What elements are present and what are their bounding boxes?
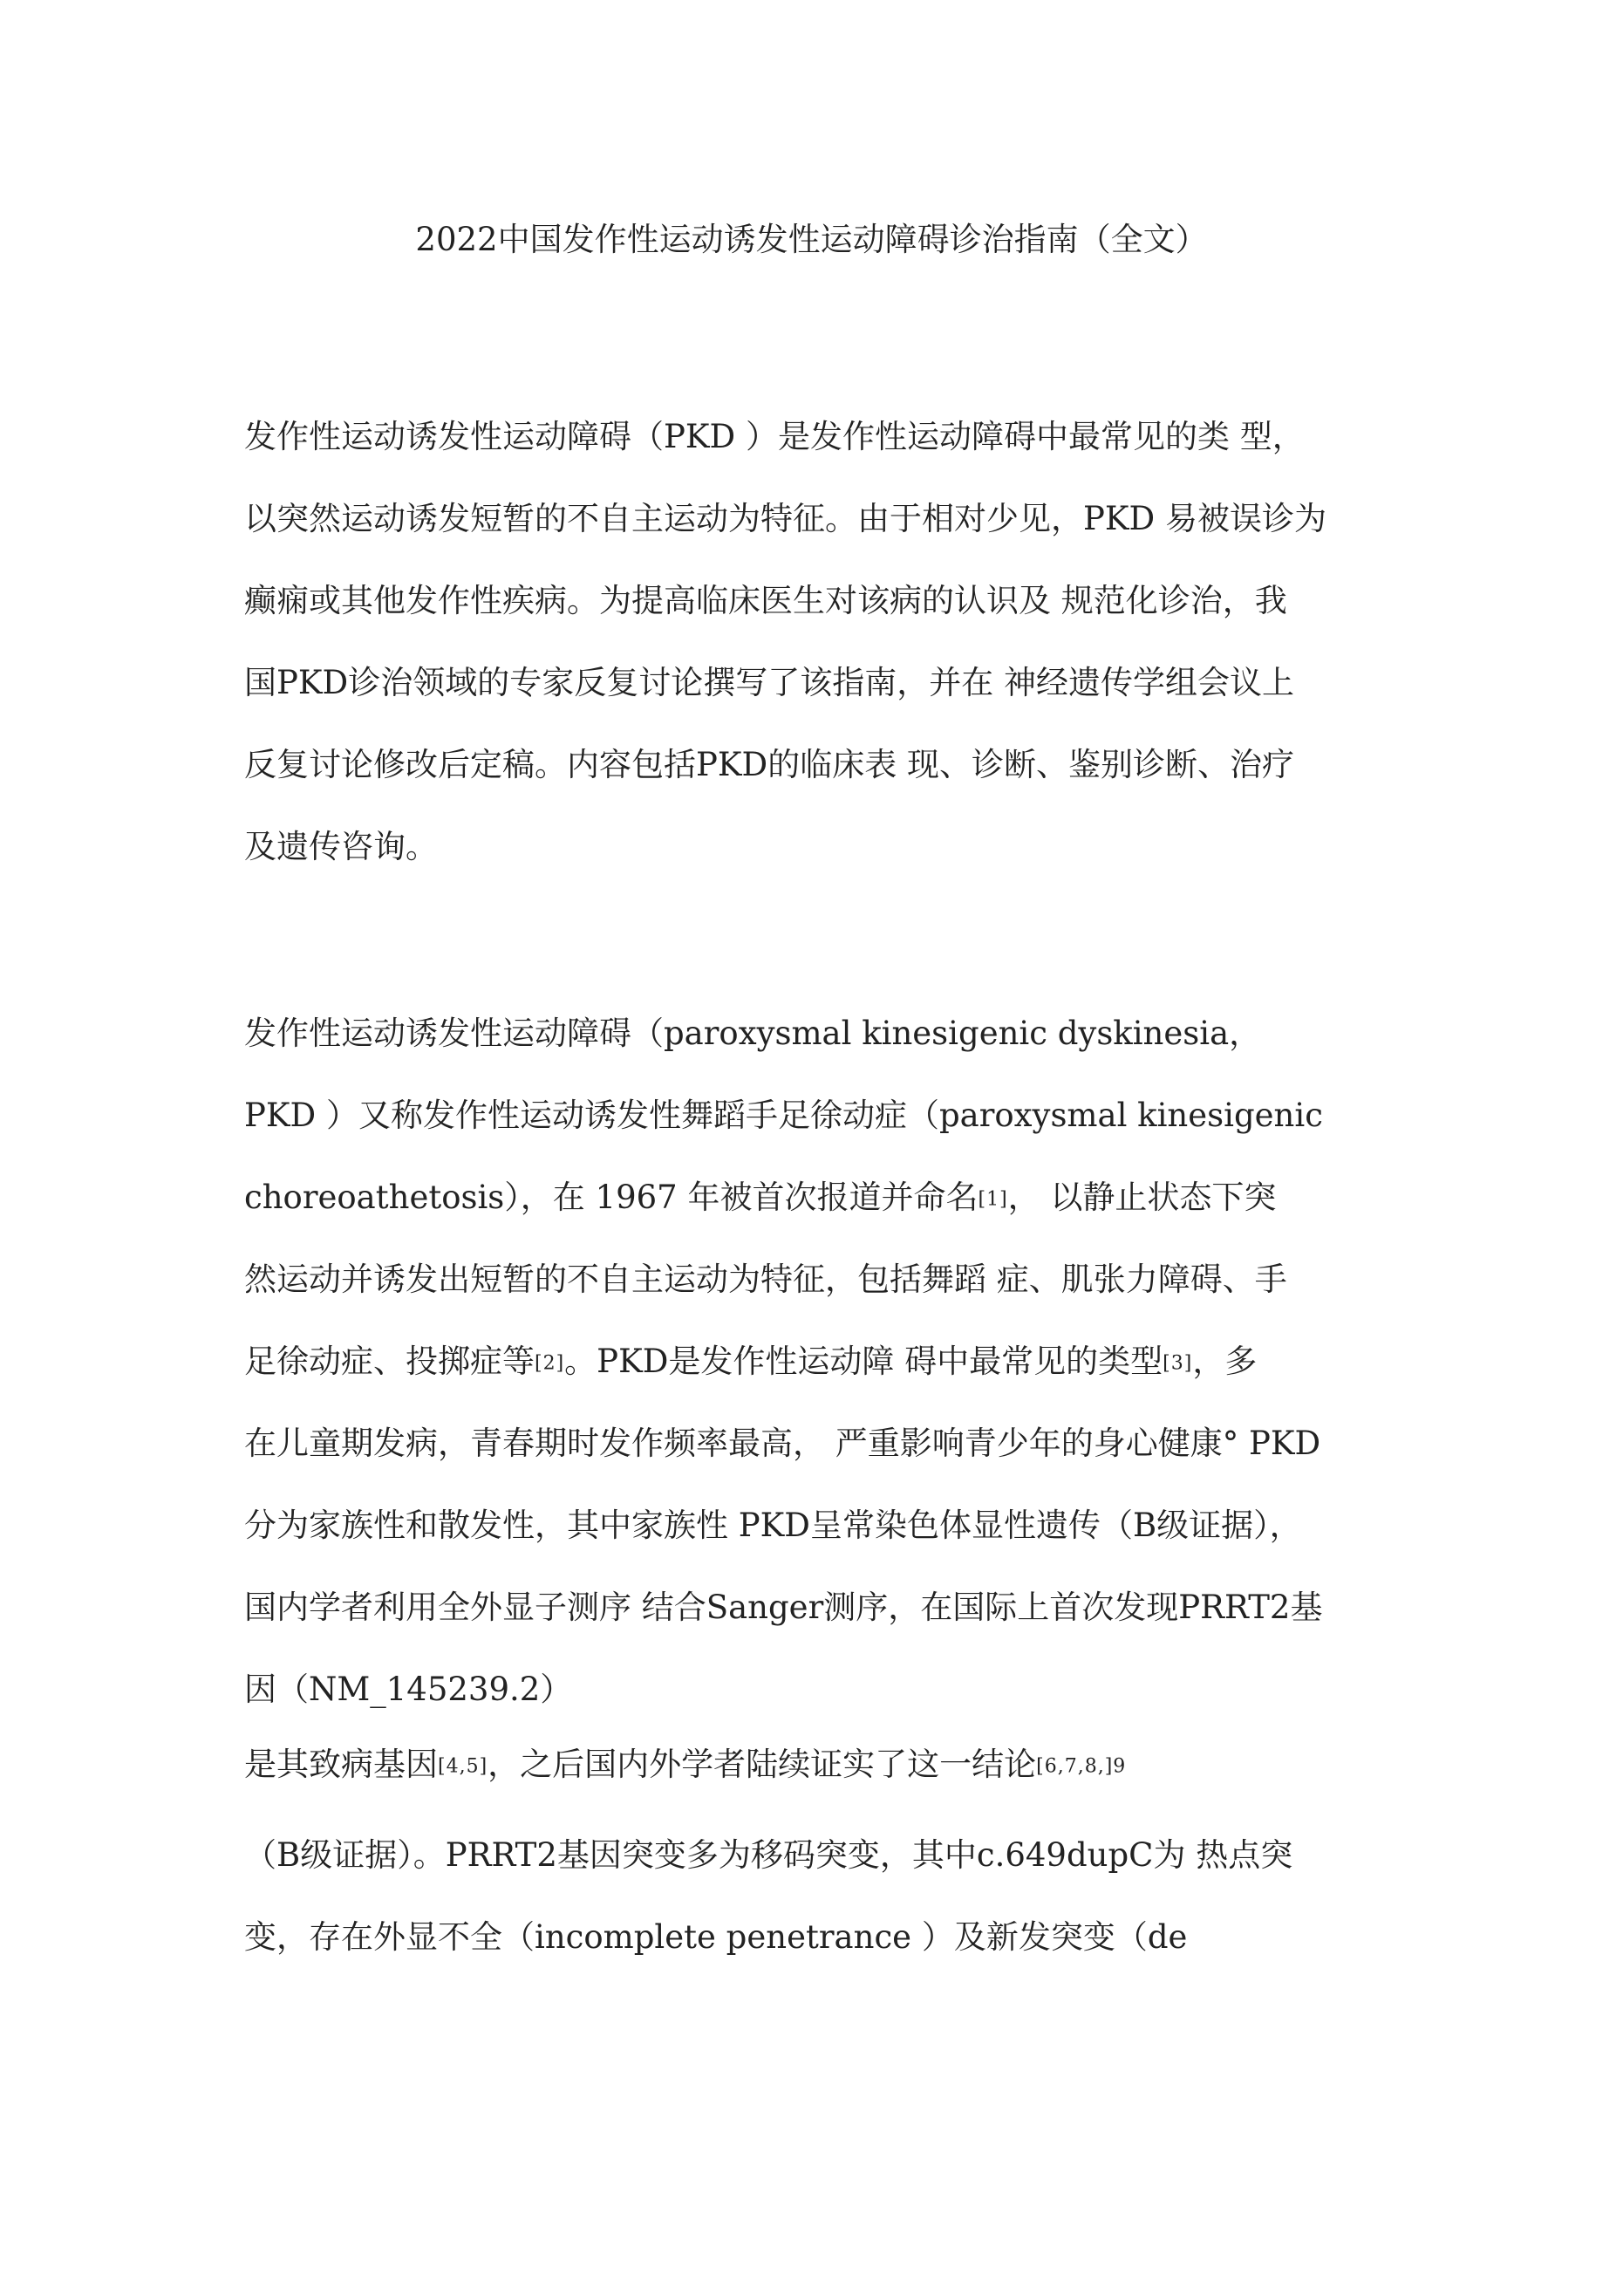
text-line: 发作性运动诱发性运动障碍（PKD ）是发作性运动障碍中最常见的类 型， (244, 418, 1305, 455)
text-line: 然运动并诱发出短暂的不自主运动为特征，包括舞蹈 症、肌张力障碍、手 (244, 1261, 1287, 1298)
text-line: 分为家族性和散发性，其中家族性 PKD呈常染色体显性遗传（B级证据）， (244, 1507, 1302, 1544)
citation-ref: [6,7,8,] (1036, 1755, 1114, 1778)
text-line: 反复讨论修改后定稿。内容包括PKD的临床表 现、诊断、鉴别诊断、治疗 (244, 746, 1294, 783)
text-line: 变，存在外显不全（incomplete penetrance ）及新发突变（de (244, 1918, 1188, 1956)
text-segment: 足徐动症、投掷症等 (244, 1343, 535, 1380)
text-line: 发作性运动诱发性运动障碍（paroxysmal kinesigenic dyskinesia， (244, 1015, 1262, 1052)
document-title: 2022中国发作性运动诱发性运动障碍诊治指南（全文） (415, 221, 1208, 258)
text-segment: ，之后国内外学者陆续证实了这一结论 (488, 1746, 1037, 1783)
text-line: 因（NM_145239.2） (244, 1671, 573, 1708)
text-line: 癫痫或其他发作性疾病。为提高临床医生对该病的认识及 规范化诊治，我 (244, 582, 1287, 619)
citation-ref: [2] (535, 1352, 565, 1375)
text-segment: choreoathetosis），在 1967 年被首次报道并命名 (244, 1179, 979, 1216)
text-line (244, 1743, 1126, 1789)
text-line (244, 1340, 1257, 1386)
text-line (244, 1176, 1276, 1222)
text-line: （B级证据）。PRRT2基因突变多为移码突变，其中c.649dupC为 热点突 (244, 1836, 1293, 1874)
text-line: 以突然运动诱发短暂的不自主运动为特征。由于相对少见，PKD 易被误诊为 (244, 500, 1326, 537)
text-segment: ，多 (1192, 1343, 1258, 1380)
text-segment: 是其致病基因 (244, 1746, 438, 1783)
text-segment: 。PKD是发作性运动障 碍中最常见的类型 (564, 1343, 1163, 1380)
text-segment: ， 以静止状态下突 (1007, 1179, 1277, 1216)
text-line: 在儿童期发病，青春期时发作频率最高， 严重影响青少年的身心健康° PKD (244, 1425, 1321, 1462)
text-line: 及遗传咨询。 (244, 828, 438, 865)
text-line: 国PKD诊治领域的专家反复讨论撰写了该指南，并在 神经遗传学组会议上 (244, 664, 1294, 701)
text-line: PKD ）又称发作性运动诱发性舞蹈手足徐动症（paroxysmal kinesigenic (244, 1097, 1323, 1134)
citation-ref: [1] (978, 1188, 1008, 1211)
citation-ref: [3] (1163, 1352, 1193, 1375)
citation-ref: 9 (1113, 1755, 1127, 1778)
citation-ref: [4,5] (438, 1755, 488, 1778)
text-line: 国内学者利用全外显子测序 结合Sanger测序，在国际上首次发现PRRT2基 (244, 1589, 1323, 1626)
